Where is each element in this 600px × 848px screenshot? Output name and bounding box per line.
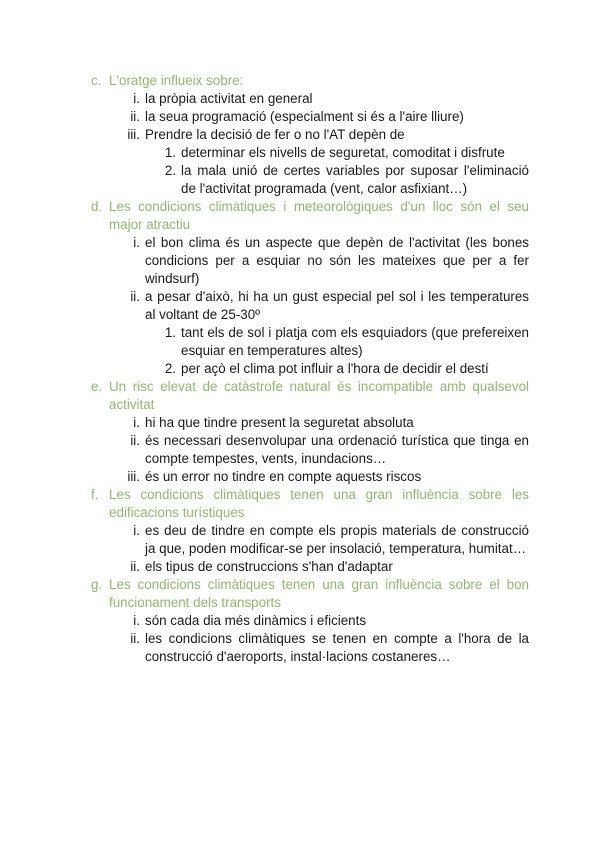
sub-item-text: determinar els nivells de seguretat, comoditat i disfrute [181,145,505,160]
item-text: la seua programació (especialment si és a l'aire lliure) [145,109,464,124]
item-number: ii. [130,109,140,124]
section-heading [0,378,600,414]
section-letter: f. [91,487,99,502]
section-heading [0,72,600,90]
section-heading [0,486,600,522]
sub-item-number: 2. [164,163,176,178]
document-page [0,72,600,666]
item-text: Prendre la decisió de fer o no l'AT depèn de [145,127,405,142]
sub-item [0,162,600,198]
section-letter: e. [91,379,103,394]
item-text: les condicions climàtiques se tenen en compte a l'hora de la construcció d'aeroports, instal·lacions costaneres… [145,631,529,664]
section-heading [0,576,600,612]
list-item [0,414,600,432]
section-letter: c. [91,73,102,88]
sub-item [0,360,600,378]
section-title: Un risc elevat de catàstrofe natural és incompatible amb qualsevol activitat [109,379,529,412]
item-text: els tipus de construccions s'han d'adaptar [145,559,393,574]
section-title: Les condicions climàtiques i meteorològiques d'un lloc són el seu major atractiu [109,199,529,232]
section-letter: d. [91,199,103,214]
sub-item-text: tant els de sol i platja com els esquiadors (que prefereixen esquiar en temperatures altes) [181,325,529,358]
list-item [0,612,600,630]
item-text: hi ha que tindre present la seguretat absoluta [145,415,414,430]
section-letter: g. [91,577,103,592]
item-number: ii. [130,559,140,574]
item-number: i. [133,613,140,628]
section-d [0,198,600,378]
section-g [0,576,600,666]
list-item [0,108,600,126]
sub-item-number: 1. [164,145,176,160]
list-item [0,468,600,486]
section-heading [0,198,600,234]
item-text: és un error no tindre en compte aquests riscos [145,469,422,484]
item-text: es deu de tindre en compte els propis materials de construcció ja que, poden modificar-se per insolació, temperatura, humitat… [145,523,529,556]
item-number: i. [133,523,140,538]
sub-item-number: 1. [164,325,176,340]
item-number: iii. [127,469,140,484]
list-item [0,288,600,324]
sub-item [0,324,600,360]
item-text: la pròpia activitat en general [145,91,313,106]
item-text: el bon clima és un aspecte que depèn de l'activitat (les bones condicions per a esquiar no són les mateixes que per a fer windsurf) [145,235,529,286]
sub-item-text: la mala unió de certes variables por suposar l'eliminació de l'activitat programada (vent, calor asfixiant…) [181,163,529,196]
list-item [0,432,600,468]
sub-item [0,144,600,162]
section-c [0,72,600,198]
item-number: ii. [130,289,140,304]
section-e [0,378,600,486]
item-number: ii. [130,433,140,448]
item-number: i. [133,91,140,106]
item-text: és necessari desenvolupar una ordenació turística que tinga en compte tempestes, vents, inundacions… [145,433,529,466]
list-item [0,126,600,144]
sub-item-text: per açò el clima pot influir a l'hora de decidir el destí [181,361,489,376]
item-text: a pesar d'això, hi ha un gust especial pel sol i les temperatures al voltant de 25-30º [145,289,529,322]
list-item [0,90,600,108]
section-title: L'oratge influeix sobre: [109,73,244,88]
section-title: Les condicions climàtiques tenen una gran influència sobre el bon funcionament dels transports [109,577,529,610]
list-item [0,630,600,666]
item-number: i. [133,415,140,430]
item-number: iii. [127,127,140,142]
item-text: són cada dia més dinàmics i eficients [145,613,367,628]
list-item [0,558,600,576]
list-item [0,234,600,288]
list-item [0,522,600,558]
sub-item-number: 2. [164,361,176,376]
section-f [0,486,600,576]
section-title: Les condicions climàtiques tenen una gran influència sobre les edificacions turístiques [109,487,529,520]
item-number: ii. [130,631,140,646]
item-number: i. [133,235,140,250]
